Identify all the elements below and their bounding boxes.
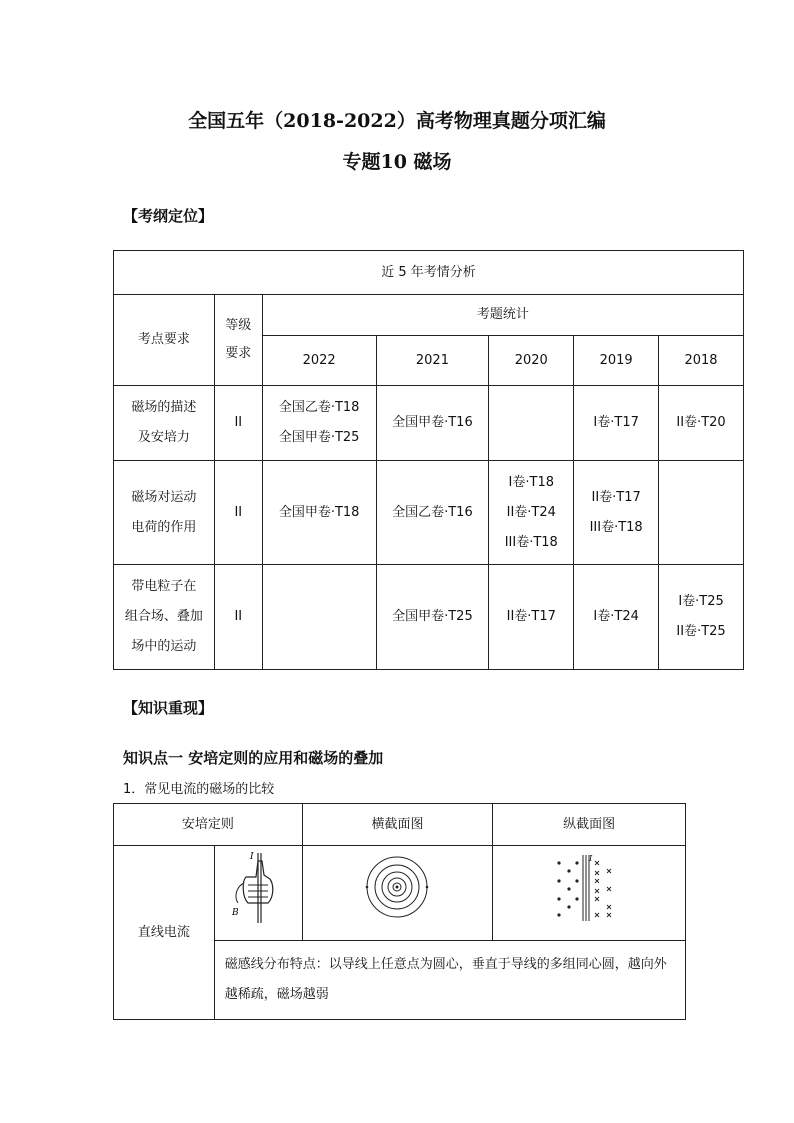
longitudinal-section-figure-cell bbox=[493, 846, 686, 941]
year-cell: 2020 bbox=[489, 336, 574, 386]
stat-cell bbox=[659, 565, 744, 670]
stat-line: 全国乙卷·T16 bbox=[392, 504, 473, 520]
document-title: 全国五年（2018-2022）高考物理真题分项汇编 bbox=[188, 110, 606, 132]
stat-cell bbox=[376, 565, 489, 670]
cross-section-figure-cell bbox=[302, 846, 493, 941]
right-hand-rule-icon bbox=[228, 847, 288, 927]
stat-line: II卷·T20 bbox=[676, 415, 726, 430]
magnetic-field-table bbox=[113, 803, 686, 1020]
section-heading-syllabus: 【考纲定位】 bbox=[123, 207, 214, 225]
year-cell: 2019 bbox=[574, 336, 659, 386]
stat-cell bbox=[376, 461, 489, 565]
level-cell: II bbox=[214, 461, 262, 565]
header-longitudinal-section: 纵截面图 bbox=[493, 804, 686, 846]
point-line: 磁场的描述 bbox=[131, 400, 197, 415]
exam-analysis-table bbox=[113, 250, 744, 670]
field-dots-crosses-icon bbox=[549, 847, 629, 927]
stat-line: Ⅰ卷·T25 bbox=[678, 594, 724, 609]
point-cell bbox=[114, 461, 215, 565]
point-line: 及安培力 bbox=[137, 430, 190, 445]
stat-line: II卷·T24 bbox=[506, 504, 556, 520]
table-caption: 近 5 年考情分析 bbox=[114, 251, 744, 295]
year-cell: 2018 bbox=[659, 336, 744, 386]
stat-cell bbox=[574, 386, 659, 461]
field-letter: B bbox=[232, 908, 239, 918]
stat-cell bbox=[574, 565, 659, 670]
stat-line: Ⅰ卷·T17 bbox=[593, 415, 639, 430]
stat-cell bbox=[262, 461, 376, 565]
stat-line: 全国甲卷·T25 bbox=[392, 609, 473, 624]
stat-line: III卷·T18 bbox=[504, 534, 558, 550]
header-point: 考点要求 bbox=[114, 295, 215, 386]
point-line: 组合场、叠加 bbox=[124, 609, 203, 624]
stat-line: II卷·T17 bbox=[591, 489, 641, 505]
ampere-rule-figure-cell bbox=[214, 846, 302, 941]
stat-line: Ⅰ卷·T24 bbox=[593, 609, 639, 624]
point-line: 带电粒子在 bbox=[131, 579, 197, 594]
stat-line: II卷·T25 bbox=[676, 624, 726, 639]
year-cell: 2022 bbox=[262, 336, 376, 386]
stat-cell bbox=[574, 461, 659, 565]
current-letter: I bbox=[250, 852, 254, 862]
point-cell bbox=[114, 386, 215, 461]
stat-cell bbox=[659, 461, 744, 565]
point-cell bbox=[114, 565, 215, 670]
knowledge-subtitle: 1．常见电流的磁场的比较 bbox=[123, 782, 275, 797]
level-cell: II bbox=[214, 386, 262, 461]
level-cell: II bbox=[214, 565, 262, 670]
year-cell: 2021 bbox=[376, 336, 489, 386]
stat-cell bbox=[262, 386, 376, 461]
row-label-straight-current: 直线电流 bbox=[114, 846, 215, 1020]
concentric-circles-icon bbox=[357, 847, 437, 927]
stat-line: 全国甲卷·T16 bbox=[392, 415, 473, 430]
stat-cell bbox=[376, 386, 489, 461]
field-line-description: 磁感线分布特点：以导线上任意点为圆心，垂直于导线的多组同心圆，越向外越稀疏，磁场越弱 bbox=[214, 941, 685, 1020]
point-line: 磁场对运动 bbox=[131, 489, 197, 505]
stat-line: 全国乙卷·T18 bbox=[278, 400, 360, 415]
stat-line: 全国甲卷·T18 bbox=[278, 504, 360, 520]
stat-cell bbox=[659, 386, 744, 461]
stat-cell bbox=[489, 565, 574, 670]
stat-cell bbox=[262, 565, 376, 670]
header-stats: 考题统计 bbox=[262, 295, 743, 336]
stat-cell bbox=[489, 386, 574, 461]
point-line: 电荷的作用 bbox=[131, 519, 197, 535]
stat-line: III卷·T18 bbox=[589, 519, 643, 535]
stat-cell bbox=[489, 461, 574, 565]
document-subtitle: 专题10 磁场 bbox=[342, 151, 452, 173]
header-level: 等级要求 bbox=[214, 295, 262, 386]
header-cross-section: 横截面图 bbox=[302, 804, 493, 846]
current-letter: I bbox=[589, 854, 593, 863]
knowledge-point-title: 知识点一 安培定则的应用和磁场的叠加 bbox=[123, 749, 384, 767]
stat-line: Ⅰ卷·T18 bbox=[508, 474, 554, 490]
stat-line: 全国甲卷·T25 bbox=[278, 430, 360, 445]
header-ampere-rule: 安培定则 bbox=[114, 804, 303, 846]
section-heading-knowledge: 【知识重现】 bbox=[123, 699, 214, 717]
point-line: 场中的运动 bbox=[131, 639, 197, 654]
stat-line: II卷·T17 bbox=[506, 609, 556, 624]
